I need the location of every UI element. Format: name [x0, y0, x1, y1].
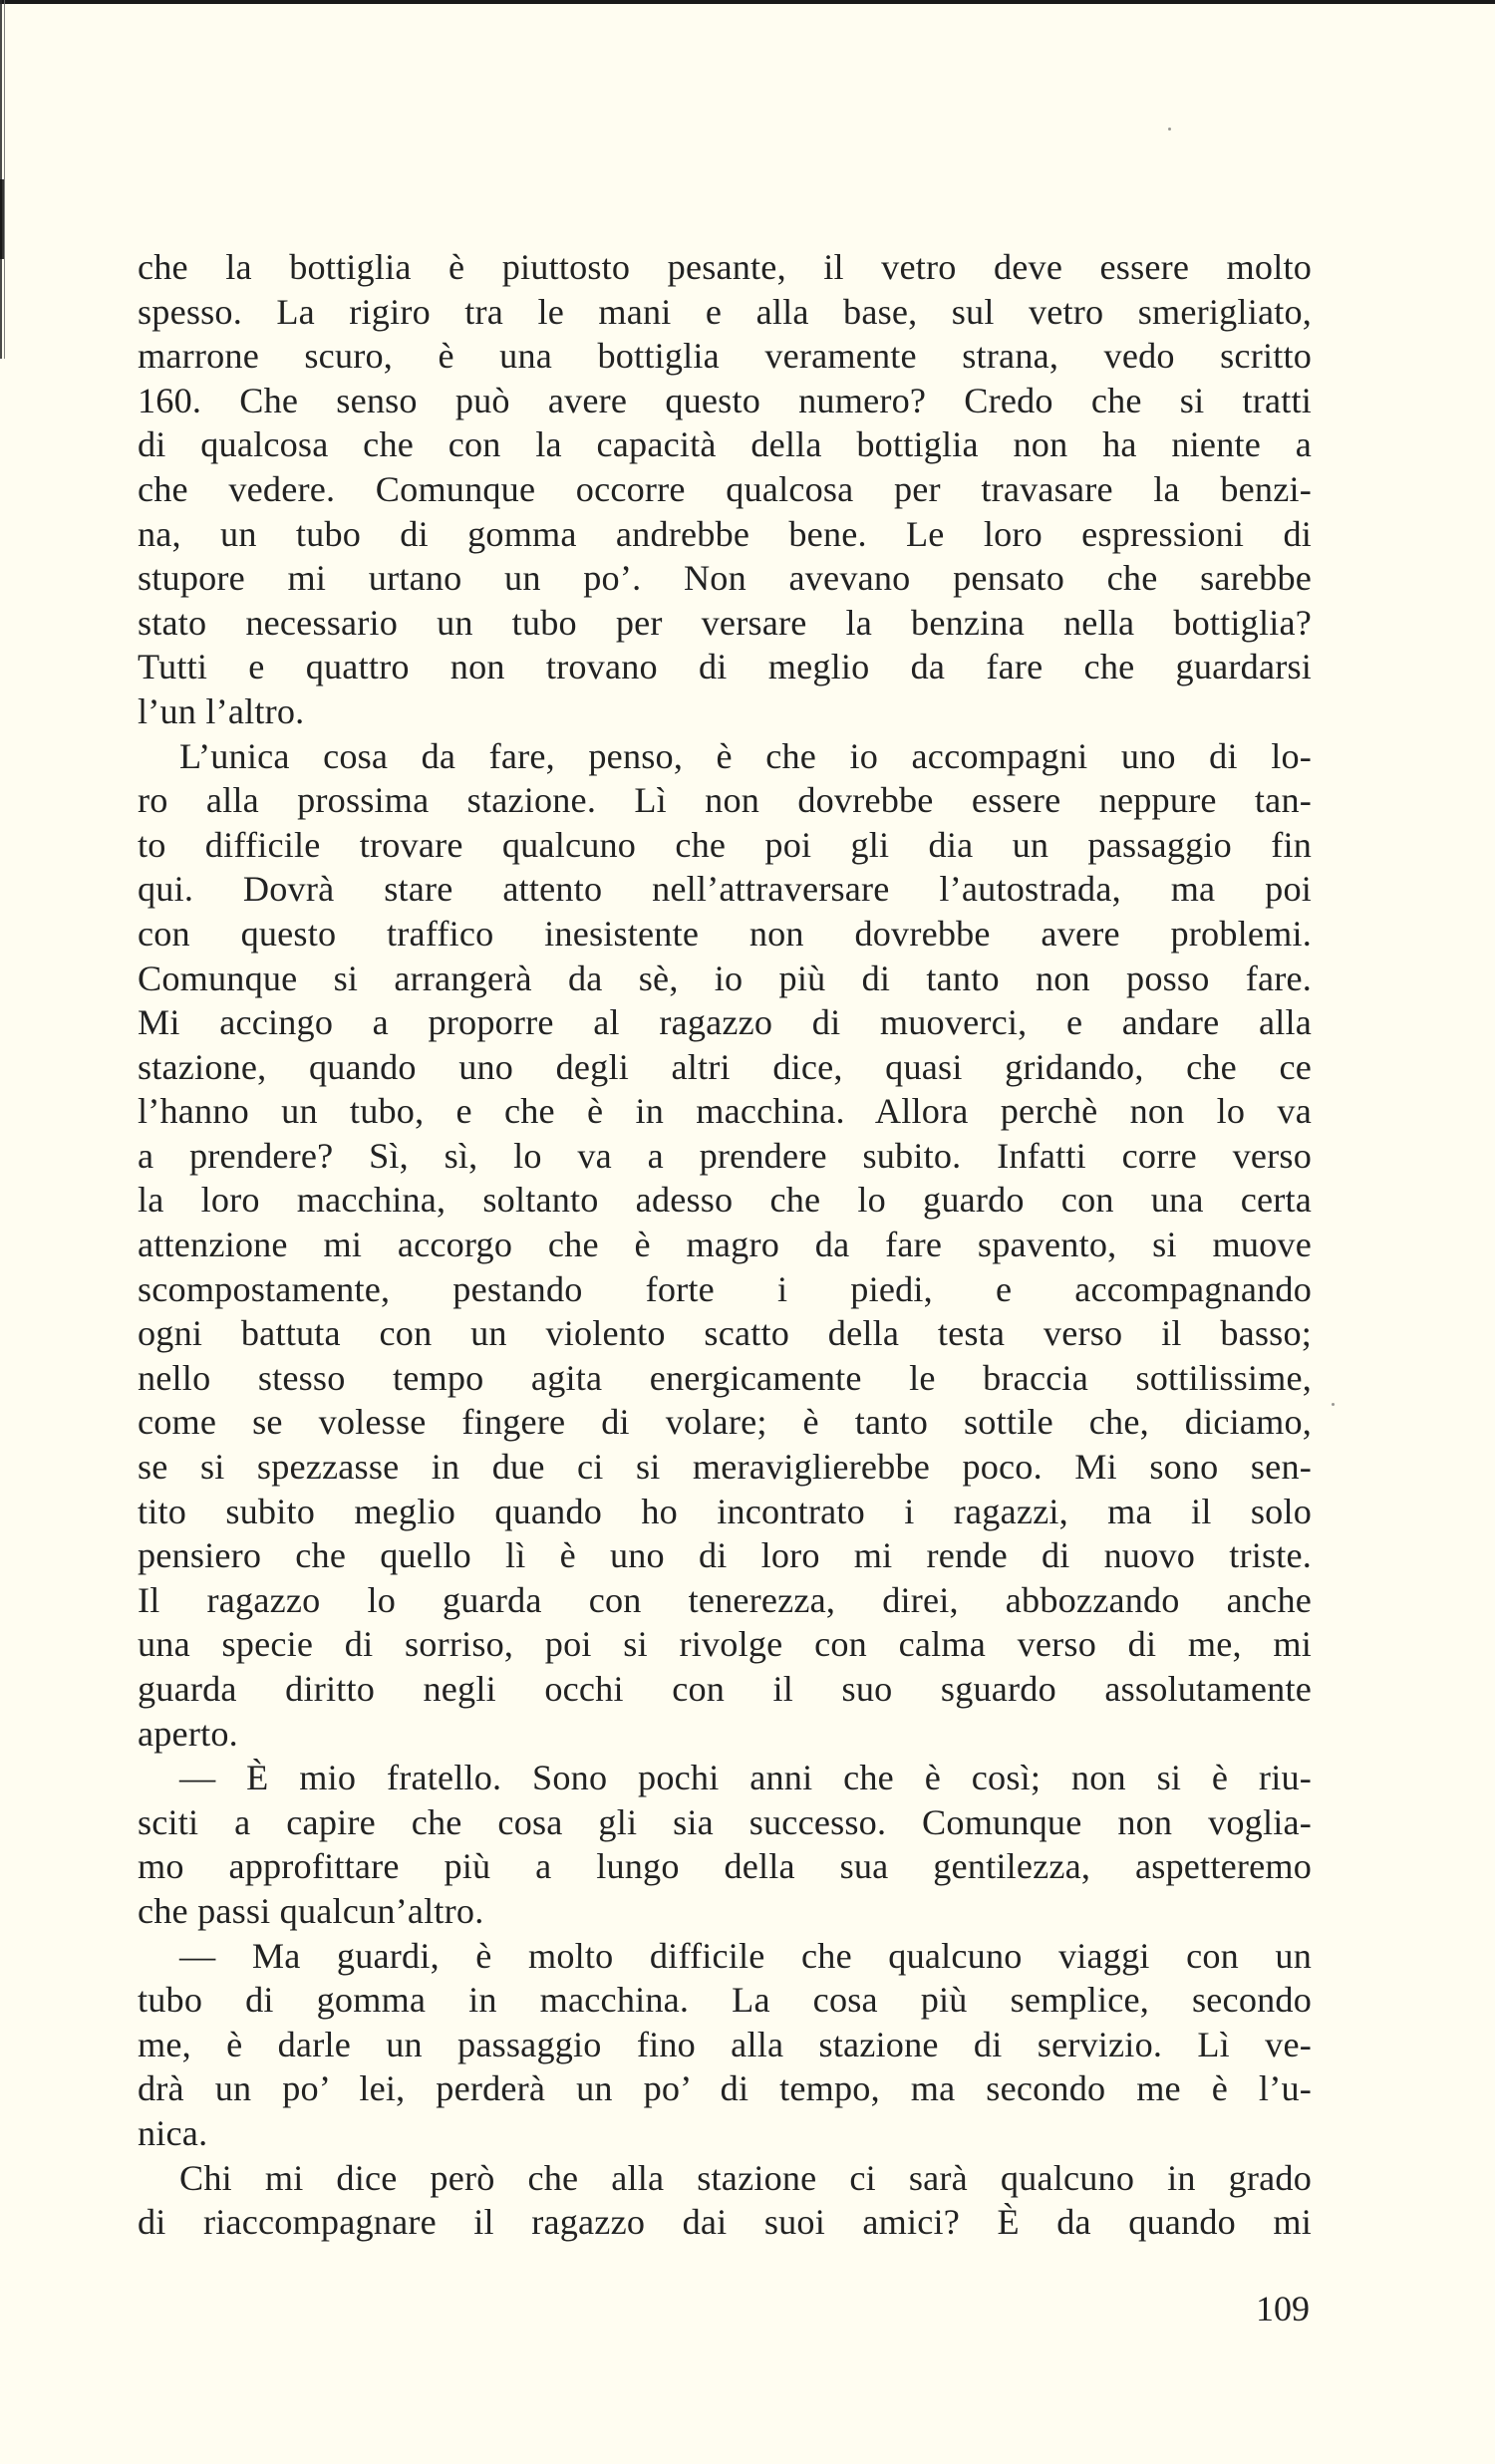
left-edge-mark — [0, 179, 4, 259]
text-line: guarda diritto negli occhi con il suo sguardo assolutamente — [138, 1669, 1312, 1709]
text-line: la loro macchina, soltanto adesso che lo guardo con una certa — [138, 1180, 1312, 1221]
text-line: me, è darle un passaggio fino alla stazione di servizio. Lì ve- — [138, 2024, 1312, 2064]
text-line: marrone scuro, è una bottiglia veramente strana, vedo scritto — [138, 336, 1312, 377]
text-line: na, un tubo di gomma andrebbe bene. Le loro espressioni di — [138, 513, 1312, 554]
text-line: con questo traffico inesistente non dovrebbe avere problemi. — [138, 913, 1312, 954]
text-line: Chi mi dice però che alla stazione ci sarà qualcuno in grado — [179, 2157, 1312, 2198]
text-line: Il ragazzo lo guarda con tenerezza, direi, abbozzando anche — [138, 1579, 1312, 1620]
text-line: Comunque si arrangerà da sè, io più di tanto non posso fare. — [138, 958, 1312, 998]
text-line: attenzione mi accorgo che è magro da fare spavento, si muove — [138, 1225, 1312, 1265]
text-line: mo approfittare più a lungo della sua gentilezza, aspetteremo — [138, 1846, 1312, 1887]
body-text — [138, 245, 1312, 2245]
text-line: Mi accingo a proporre al ragazzo di muoverci, e andare alla — [138, 1002, 1312, 1043]
text-line: se si spezzasse in due ci si meraviglierebbe poco. Mi sono sen- — [138, 1447, 1312, 1488]
text-line: una specie di sorriso, poi si rivolge con calma verso di me, mi — [138, 1624, 1312, 1665]
text-line: drà un po’ lei, perderà un po’ di tempo, ma secondo me è l’u- — [138, 2068, 1312, 2109]
text-line: stazione, quando uno degli altri dice, quasi gridando, che ce — [138, 1046, 1312, 1087]
text-line: Tutti e quattro non trovano di meglio da fare che guardarsi — [138, 647, 1312, 687]
text-line: — È mio fratello. Sono pochi anni che è così; non si è riu- — [179, 1758, 1312, 1798]
text-line: stupore mi urtano un po’. Non avevano pensato che sarebbe — [138, 558, 1312, 599]
text-line: — Ma guardi, è molto difficile che qualcuno viaggi con un — [179, 1935, 1312, 1976]
text-line: scompostamente, pestando forte i piedi, e accompagnando — [138, 1268, 1312, 1309]
text-line: qui. Dovrà stare attento nell’attraversare l’autostrada, ma poi — [138, 869, 1312, 910]
page-number: 109 — [1256, 2289, 1310, 2328]
text-line: di qualcosa che con la capacità della bottiglia non ha niente a — [138, 424, 1312, 465]
text-line: di riaccompagnare il ragazzo dai suoi amici? È da quando mi — [138, 2202, 1312, 2243]
text-line: pensiero che quello lì è uno di loro mi rende di nuovo triste. — [138, 1535, 1312, 1576]
text-line: tubo di gomma in macchina. La cosa più semplice, secondo — [138, 1980, 1312, 2021]
text-line: ogni battuta con un violento scatto della testa verso il basso; — [138, 1313, 1312, 1354]
text-line: sciti a capire che cosa gli sia successo. Comunque non voglia- — [138, 1801, 1312, 1842]
text-line: to difficile trovare qualcuno che poi gli dia un passaggio fin — [138, 824, 1312, 865]
paper-speck — [1168, 128, 1171, 131]
text-line: tito subito meglio quando ho incontrato i ragazzi, ma il solo — [138, 1491, 1312, 1531]
text-line: l’un l’altro. — [138, 690, 305, 731]
text-line: spesso. La rigiro tra le mani e alla base, sul vetro smerigliato, — [138, 291, 1312, 332]
text-line: che la bottiglia è piuttosto pesante, il vetro deve essere molto — [138, 247, 1312, 287]
text-line: aperto. — [138, 1713, 238, 1754]
text-line: L’unica cosa da fare, penso, è che io accompagni uno di lo- — [179, 735, 1312, 776]
text-line: nica. — [138, 2112, 208, 2153]
text-line: nello stesso tempo agita energicamente le braccia sottilissime, — [138, 1357, 1312, 1398]
top-edge-rule — [0, 0, 1495, 4]
paper-speck — [1332, 1403, 1335, 1406]
text-line: a prendere? Sì, sì, lo va a prendere subito. Infatti corre verso — [138, 1135, 1312, 1176]
text-line: come se volesse fingere di volare; è tanto sottile che, diciamo, — [138, 1402, 1312, 1443]
text-line: stato necessario un tubo per versare la benzina nella bottiglia? — [138, 602, 1312, 643]
text-line: l’hanno un tubo, e che è in macchina. Allora perchè non lo va — [138, 1091, 1312, 1132]
text-line: 160. Che senso può avere questo numero? Credo che si tratti — [138, 380, 1312, 420]
text-line: ro alla prossima stazione. Lì non dovrebbe essere neppure tan- — [138, 780, 1312, 821]
text-line: che passi qualcun’altro. — [138, 1890, 484, 1931]
text-line: che vedere. Comunque occorre qualcosa per travasare la benzi- — [138, 468, 1312, 509]
